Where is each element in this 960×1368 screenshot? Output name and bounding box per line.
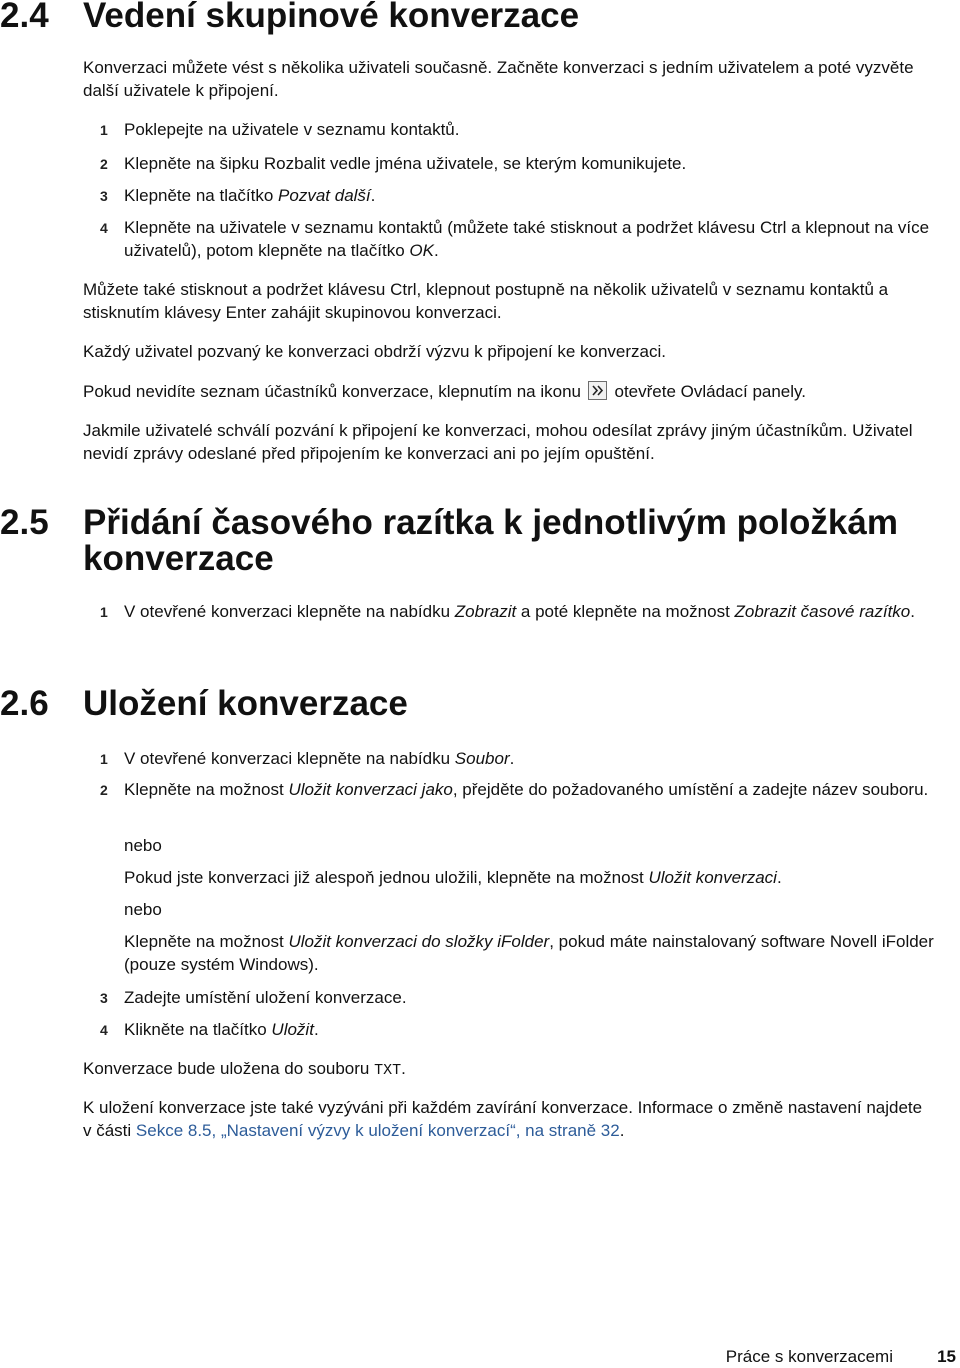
step-text: Poklepejte na uživatele v seznamu kontaktů.	[124, 120, 460, 139]
section-title: Přidání časového razítka k jednotlivým položkám konverzace	[83, 503, 898, 578]
list-item	[83, 216, 933, 262]
section-title: Vedení skupinové konverzace	[83, 0, 580, 35]
step-text-part: Klikněte na tlačítko	[124, 1020, 272, 1039]
cross-reference-link[interactable]: Sekce 8.5, „Nastavení výzvy k uložení konverzací“, na straně 32	[135, 1121, 620, 1140]
ui-term: Uložit konverzaci jako	[288, 780, 453, 799]
paragraph: Každý uživatel pozvaný ke konverzaci obdrží výzvu k připojení ke konverzaci.	[83, 342, 666, 361]
step-text-part: .	[313, 1020, 319, 1039]
step-text	[124, 747, 933, 770]
step-number: 4	[100, 220, 108, 236]
paragraph: Můžete také stisknout a podržet klávesu Ctrl, klepnout postupně na několik uživatelů v seznamu kontaktů a stisknutím klávesy Enter zahájit skupinovou konverzaci.	[83, 280, 889, 322]
ui-term: Zobrazit	[454, 602, 517, 621]
step-text: Zadejte umístění uložení konverzace.	[124, 988, 407, 1007]
ui-term: Uložit konverzaci	[648, 868, 777, 887]
paragraph-part: .	[619, 1121, 625, 1140]
step-text-part: .	[370, 186, 376, 205]
or-label: nebo	[124, 900, 162, 919]
step-number: 1	[100, 604, 108, 620]
step-number: 3	[100, 990, 108, 1006]
list-item	[83, 118, 933, 141]
step-text-part: , pokud máte nainstalovaný software Novell iFolder (pouze systém Windows).	[124, 932, 934, 974]
file-extension: TXT	[374, 1062, 402, 1079]
ui-term: Uložit	[271, 1020, 314, 1039]
ui-term: Uložit konverzaci do složky iFolder	[288, 932, 550, 951]
alternative-step	[124, 866, 934, 889]
list-item	[83, 152, 933, 175]
step-text-part: V otevřené konverzaci klepněte na nabídku	[124, 602, 455, 621]
section-number: 2.5	[0, 503, 49, 542]
section-title: Uložení konverzace	[83, 684, 408, 723]
paragraph: Jakmile uživatelé schválí pozvání k připojení ke konverzaci, mohou odesílat zprávy jiným účastníkům. Uživatel nevidí zprávy odeslané před připojením ke konverzaci ani po jejím opuštění.	[83, 421, 913, 463]
step-text-part: V otevřené konverzaci klepněte na nabídku	[124, 749, 455, 768]
paragraph-part: K uložení konverzace jste také vyzýváni při každém zavírání konverzace. Informace o změně nastavení najdete v části	[83, 1098, 923, 1140]
intro-paragraph: Konverzaci můžete vést s několika uživateli současně. Začněte konverzaci s jedním uživatelem a poté vyzvěte další uživatele k připojení.	[83, 58, 914, 100]
step-text-part: .	[776, 868, 782, 887]
step-number: 2	[100, 782, 108, 798]
ui-term: Soubor	[454, 749, 510, 768]
double-chevron-right-icon	[588, 381, 607, 400]
paragraph-part: otevřete Ovládací panely.	[614, 382, 806, 401]
section-number: 2.6	[0, 684, 49, 723]
step-text	[124, 216, 933, 262]
list-item	[83, 986, 933, 1009]
alternative-step	[124, 930, 934, 976]
step-text	[124, 600, 933, 623]
list-item	[83, 778, 933, 801]
section-number: 2.4	[0, 0, 49, 35]
step-text-part: , přejděte do požadovaného umístění a zadejte název souboru.	[452, 780, 929, 799]
paragraph-part: Pokud nevidíte seznam účastníků konverzace, klepnutím na ikonu	[83, 382, 582, 401]
ui-term: OK	[409, 241, 434, 260]
step-text-part: .	[910, 602, 915, 621]
step-text-part: Pokud jste konverzaci již alespoň jednou uložili, klepněte na možnost	[124, 868, 649, 887]
list-item	[83, 184, 933, 207]
footer-chapter-title: Práce s konverzacemi	[725, 1347, 893, 1366]
list-item	[83, 600, 933, 623]
step-number: 1	[100, 122, 108, 138]
page-number: 15	[937, 1347, 956, 1366]
step-text-part: Klepněte na možnost	[124, 932, 289, 951]
ui-term: Zobrazit časové razítko	[734, 602, 911, 621]
step-number: 4	[100, 1022, 108, 1038]
paragraph	[83, 1096, 933, 1142]
paragraph	[83, 380, 933, 403]
step-text-part: Klepněte na možnost	[124, 780, 289, 799]
page-footer	[0, 1346, 960, 1368]
paragraph-part: Konverzace bude uložena do souboru	[83, 1059, 375, 1078]
step-text-part: .	[433, 241, 439, 260]
list-item	[83, 1018, 933, 1041]
paragraph-part: .	[401, 1059, 406, 1078]
step-text-part: a poté klepněte na možnost	[516, 602, 735, 621]
step-text-part: Klepněte na tlačítko	[124, 186, 279, 205]
list-item	[83, 747, 933, 770]
step-text	[124, 778, 933, 801]
step-text	[124, 184, 933, 207]
step-text: Klepněte na šipku Rozbalit vedle jména uživatele, se kterým komunikujete.	[124, 154, 687, 173]
step-number: 3	[100, 188, 108, 204]
step-text-part: Klepněte na uživatele v seznamu kontaktů (můžete také stisknout a podržet klávesu Ctrl a klepnout na více uživatelů), potom klepněte na tlačítko	[124, 218, 930, 260]
ui-term: Pozvat další	[278, 186, 371, 205]
step-number: 2	[100, 156, 108, 172]
paragraph	[83, 1057, 933, 1082]
step-number: 1	[100, 751, 108, 767]
step-text	[124, 1018, 933, 1041]
step-text-part: .	[509, 749, 515, 768]
or-label: nebo	[124, 836, 162, 855]
